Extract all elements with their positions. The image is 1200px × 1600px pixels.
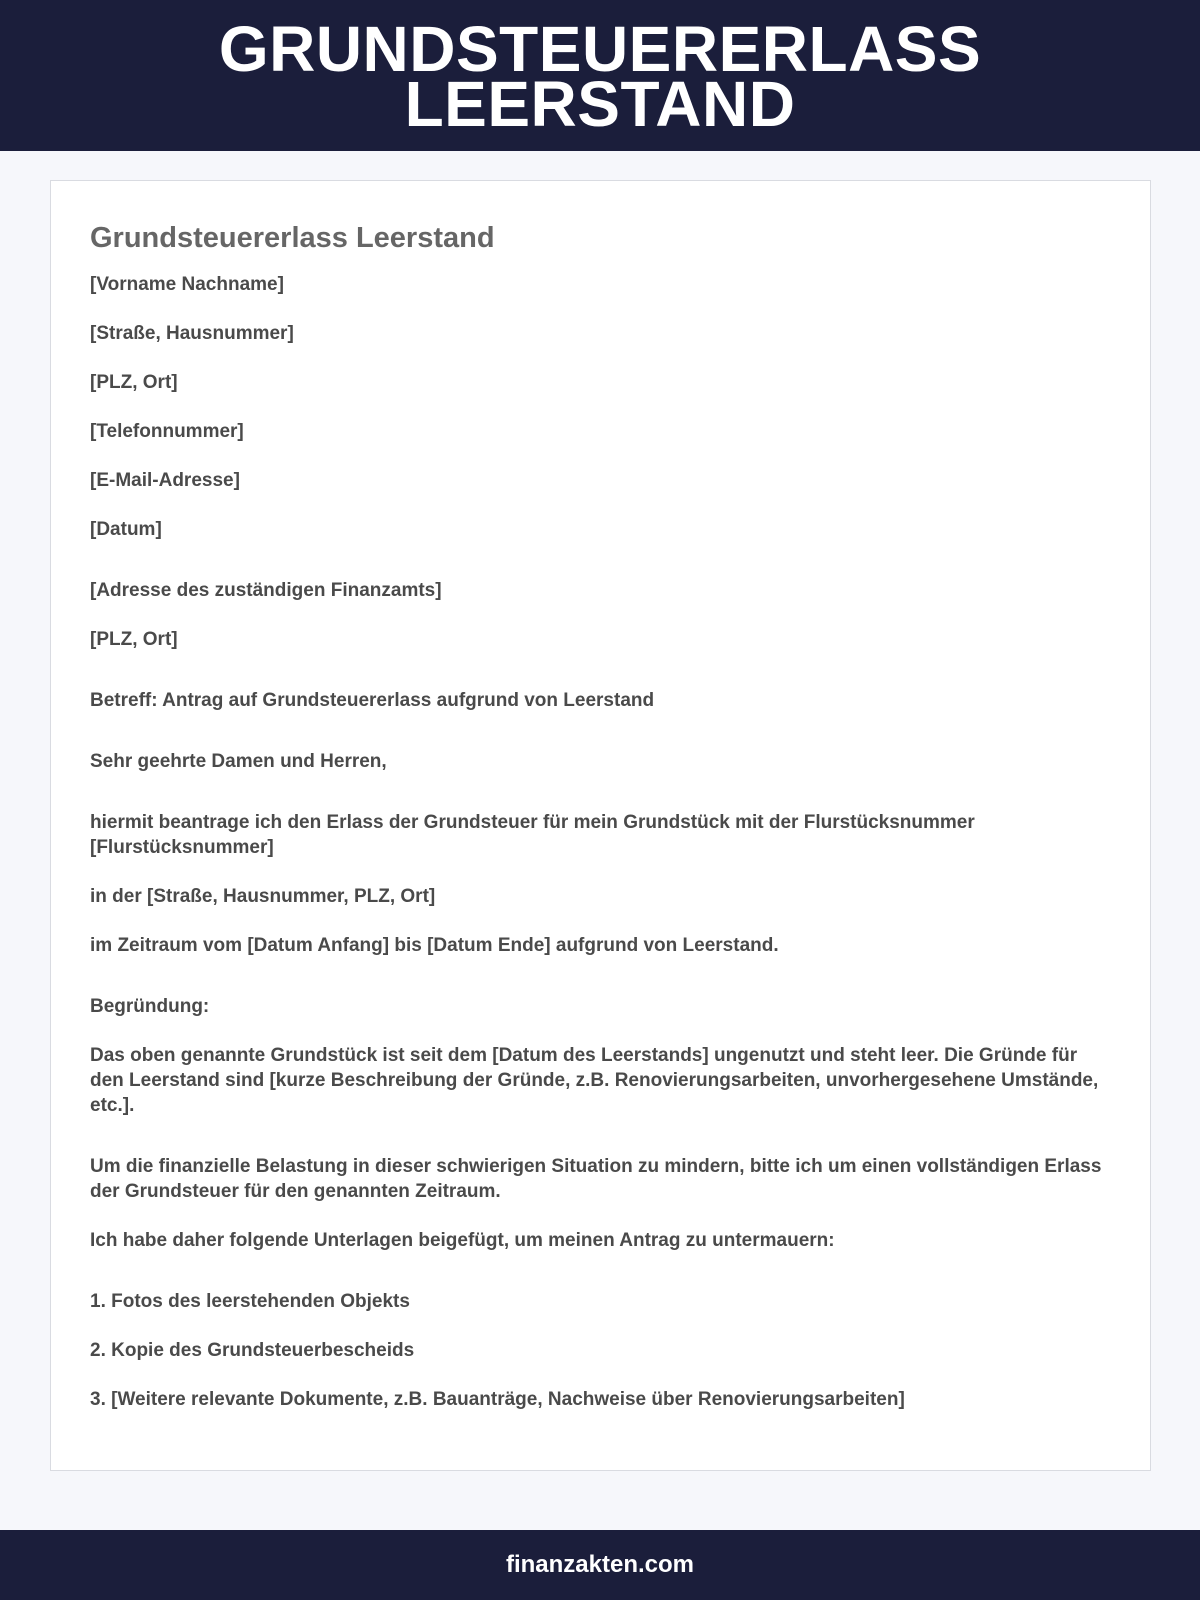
header-banner	[0, 0, 1200, 151]
document-title: Grundsteuererlass Leerstand	[90, 222, 495, 254]
attachment-item: 2. Kopie des Grundsteuerbescheids	[90, 1340, 415, 1361]
footer-banner	[0, 1530, 1200, 1600]
attachment-item: 1. Fotos des leerstehenden Objekts	[90, 1291, 410, 1312]
header-title: GRUNDSTEUERERLASS LEERSTAND	[218, 12, 982, 140]
sender-street: [Straße, Hausnummer]	[90, 323, 294, 344]
sender-phone: [Telefonnummer]	[90, 421, 244, 442]
request-paragraph: Um die finanzielle Belastung in dieser schwierigen Situation zu mindern, bitte ich um einen vollständigen Erlass der Grundsteuer für den genannten Zeitraum.	[90, 1156, 1102, 1202]
sender-name: [Vorname Nachname]	[90, 274, 284, 295]
salutation: Sehr geehrte Damen und Herren,	[90, 751, 387, 772]
attachment-item: 3. [Weitere relevante Dokumente, z.B. Bauanträge, Nachweise über Renovierungsarbeiten]	[90, 1389, 905, 1410]
body-paragraph-2: in der [Straße, Hausnummer, PLZ, Ort]	[90, 886, 436, 907]
body-paragraph-3: im Zeitraum vom [Datum Anfang] bis [Datum Ende] aufgrund von Leerstand.	[90, 935, 779, 956]
subject-line: Betreff: Antrag auf Grundsteuererlass aufgrund von Leerstand	[90, 690, 655, 711]
recipient-city: [PLZ, Ort]	[90, 629, 178, 650]
sender-date: [Datum]	[90, 519, 162, 540]
reason-heading: Begründung:	[90, 996, 210, 1017]
sender-city: [PLZ, Ort]	[90, 372, 178, 393]
recipient-address: [Adresse des zuständigen Finanzamts]	[90, 580, 442, 601]
reason-paragraph: Das oben genannte Grundstück ist seit dem [Datum des Leerstands] ungenutzt und steht leer. Die Gründe für den Leerstand sind [kurze Beschreibung der Gründe, z.B. Renovierungsarbeiten, unvorhergesehene Umstände, etc.].	[90, 1045, 1099, 1116]
letter-card	[50, 180, 1151, 1471]
body-paragraph-1: hiermit beantrage ich den Erlass der Grundsteuer für mein Grundstück mit der Flurstücksnummer [Flurstücksnummer]	[90, 812, 975, 858]
sender-email: [E-Mail-Adresse]	[90, 470, 240, 491]
attachments-intro: Ich habe daher folgende Unterlagen beigefügt, um meinen Antrag zu untermauern:	[90, 1230, 835, 1251]
footer-site-name: finanzakten.com	[505, 1551, 695, 1578]
